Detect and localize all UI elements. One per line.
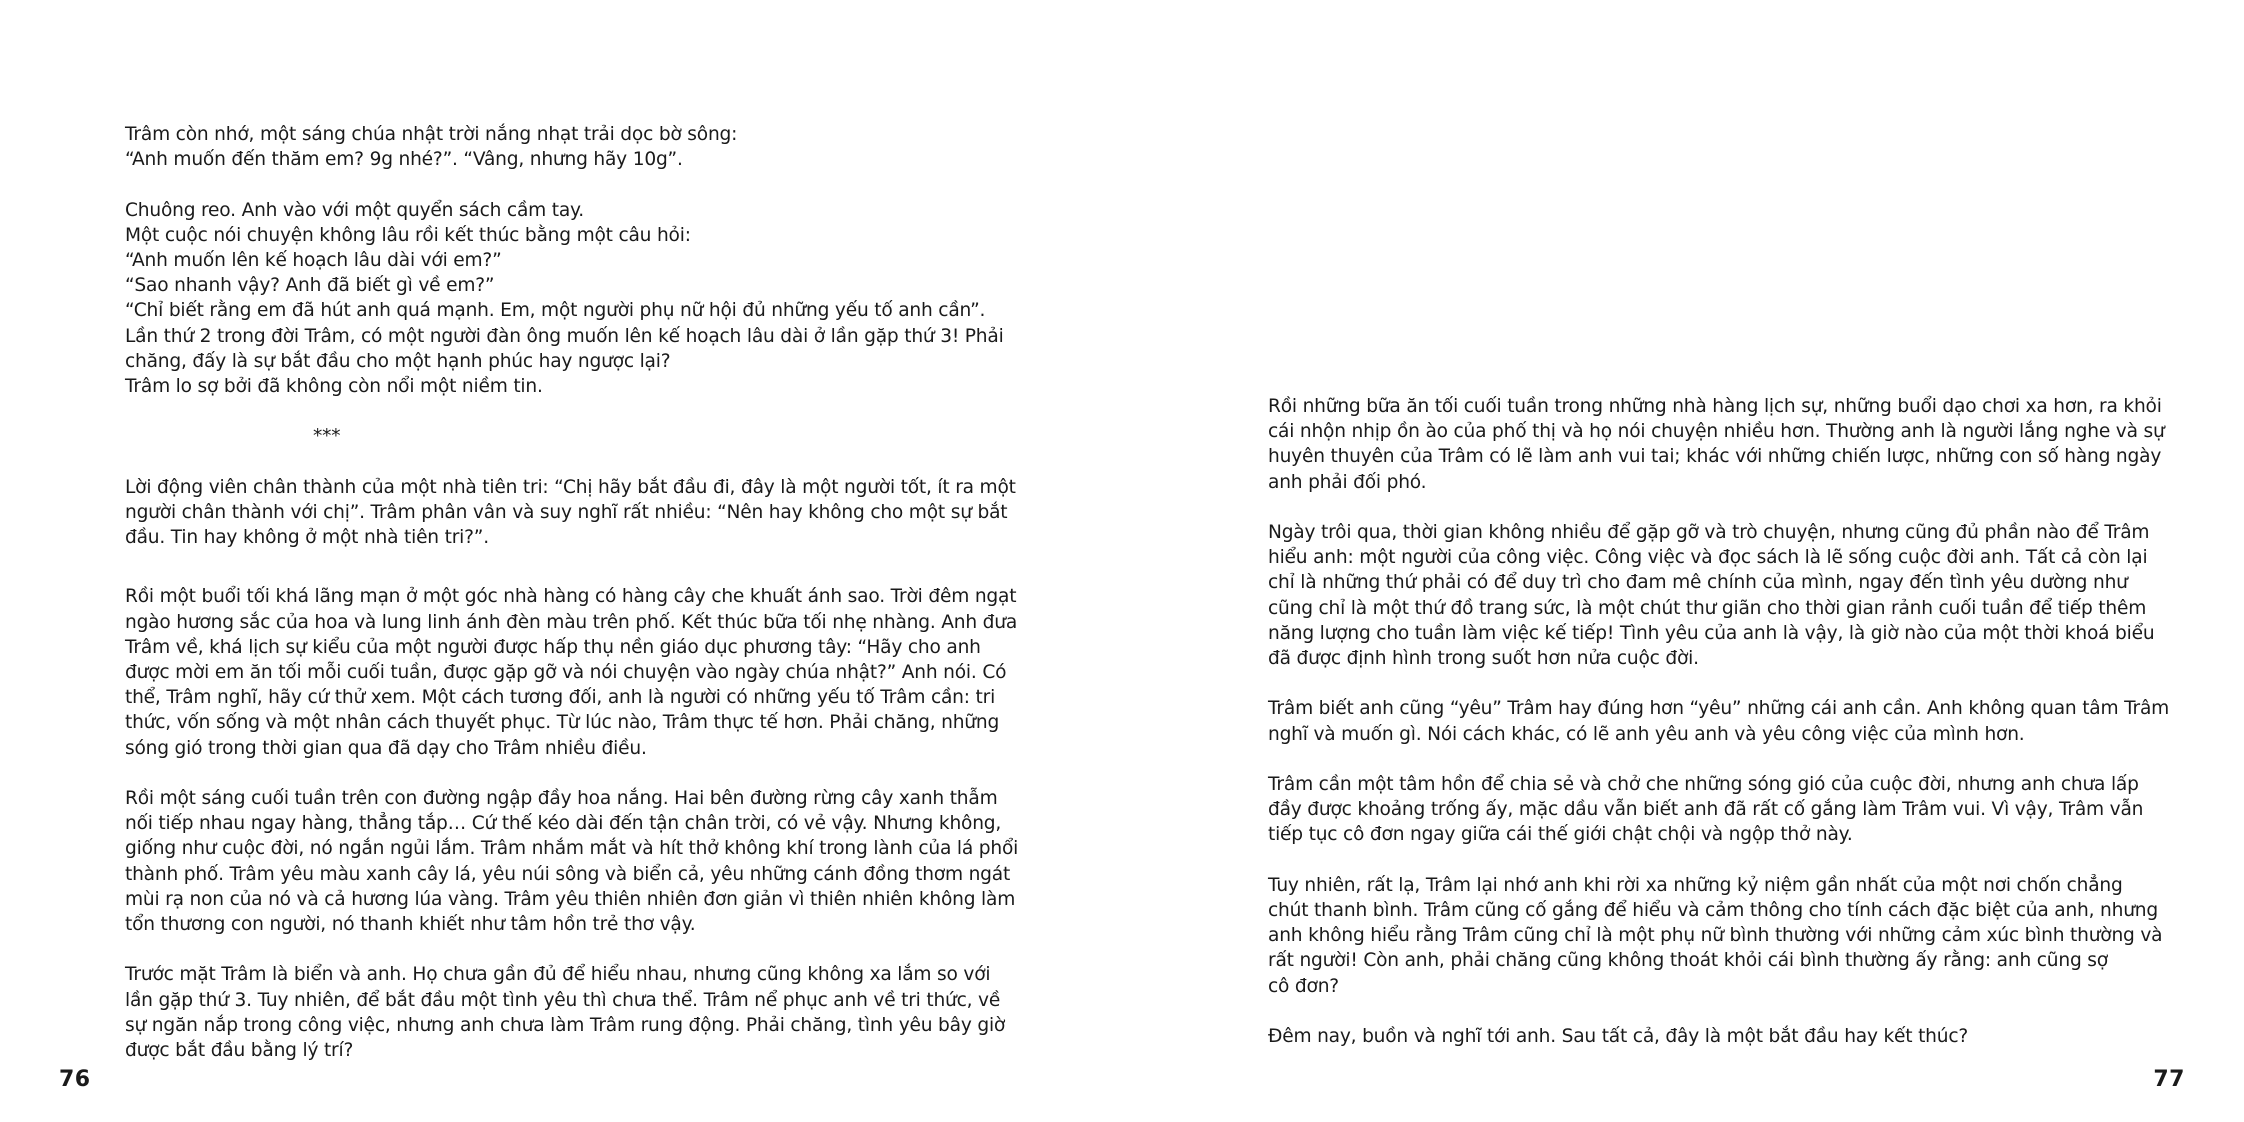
paragraph: [125, 584, 1018, 760]
paragraph: [1268, 1024, 2148, 1049]
text-line: sóng gió trong thời gian qua đã dạy cho Trâm nhiều điều.: [125, 737, 647, 759]
text-line: năng lượng cho tuần làm việc kế tiếp! Tình yêu của anh là vậy, là giờ nào của một thời khoá biểu: [1268, 622, 2155, 644]
text-line: Trâm về, khá lịch sự kiểu của một người được hấp thụ nền giáo dục phương tây: “Hãy cho anh: [125, 636, 981, 658]
text-line: chăng, đấy là sự bắt đầu cho một hạnh phúc hay ngược lại?: [125, 350, 671, 372]
text-line: sự ngăn nắp trong công việc, nhưng anh chưa làm Trâm rung động. Phải chăng, tình yêu bây giờ: [125, 1014, 1006, 1036]
text-line: Chuông reo. Anh vào với một quyển sách cầm tay.: [125, 199, 584, 221]
paragraph: [125, 122, 1005, 172]
text-line: Rồi một sáng cuối tuần trên con đường ngập đầy hoa nắng. Hai bên đường rừng cây xanh thẫm: [125, 788, 998, 810]
text-line: giống như cuộc đời, nó ngắn ngủi lắm. Trâm nhắm mắt và hít thở không khí trong lành của lá phổi: [125, 838, 1019, 860]
text-line: hiểu anh: một người của công việc. Công việc và đọc sách là lẽ sống cuộc đời anh. Tất cả còn lại: [1268, 547, 2148, 569]
text-line: thể, Trâm nghĩ, hãy cứ thử xem. Một cách tương đối, anh là người có những yếu tố Trâm cần: tri: [125, 687, 996, 709]
paragraph: [125, 475, 1016, 551]
paragraph: [1268, 394, 2165, 495]
text-line: nghĩ và muốn gì. Nói cách khác, có lẽ anh yêu anh và yêu công việc của mình hơn.: [1268, 723, 2025, 745]
text-line: Trâm lo sợ bởi đã không còn nổi một niềm tin.: [125, 376, 543, 398]
text-line: huyên thuyên của Trâm có lẽ làm anh vui tai; khác với những chiến lược, những con số hàng ngày: [1268, 446, 2162, 468]
text-line: Trâm cần một tâm hồn để chia sẻ và chở che những sóng gió của cuộc đời, nhưng anh chưa lấp: [1268, 774, 2139, 795]
text-line: nối tiếp nhau ngay hàng, thẳng tắp… Cứ thế kéo dài đến tận chân trời, có vẻ vậy. Nhưng không,: [125, 813, 1002, 835]
text-line: anh phải đối phó.: [1268, 471, 1427, 493]
text-line: được mời em ăn tối mỗi cuối tuần, được gặp gỡ và nói chuyện vào ngày chúa nhật?” Anh nói. Có: [125, 662, 1007, 684]
text-line: rất người! Còn anh, phải chăng cũng không thoát khỏi cái bình thường ấy rằng: anh cũng sợ: [1268, 950, 2108, 972]
text-line: đầu. Tin hay không ở một nhà tiên tri?”.: [125, 527, 489, 549]
text-line: người chân thành với chị”. Trâm phân vân và suy nghĩ rất nhiều: “Nên hay không cho một sự bắt: [125, 502, 1008, 523]
text-line: ngào hương sắc của hoa và lung linh ánh đèn màu trên phố. Kết thúc bữa tối nhẹ nhàng. Anh đưa: [125, 611, 1018, 633]
text-line: “Chỉ biết rằng em đã hút anh quá mạnh. Em, một người phụ nữ hội đủ những yếu tố anh cần”.: [125, 300, 986, 322]
text-line: Một cuộc nói chuyện không lâu rồi kết thúc bằng một câu hỏi:: [125, 224, 691, 246]
text-line: Lần thứ 2 trong đời Trâm, có một người đàn ông muốn lên kế hoạch lâu dài ở lần gặp thứ 3! Phải: [125, 325, 1004, 347]
paragraph: [125, 198, 1005, 400]
section-separator: ***: [313, 426, 341, 448]
text-line: cái nhộn nhịp ồn ào của phố thị và họ nói chuyện nhiều hơn. Thường anh là người lắng nghe và sự: [1268, 421, 2165, 443]
text-line: lần gặp thứ 3. Tuy nhiên, để bắt đầu một tình yêu thì chưa thể. Trâm nể phục anh về tri thức, về: [125, 989, 1001, 1011]
page-number-right: 77: [2153, 1067, 2185, 1092]
text-line: mùi rạ non của nó và cả hương lúa vàng. Trâm yêu thiên nhiên đơn giản vì thiên nhiên không làm: [125, 888, 1016, 910]
text-line: Đêm nay, buồn và nghĩ tới anh. Sau tất cả, đây là một bắt đầu hay kết thúc?: [1268, 1026, 1969, 1047]
text-line: Tuy nhiên, rất lạ, Trâm lại nhớ anh khi rời xa những kỷ niệm gần nhất của một nơi chốn chẳng: [1268, 874, 2123, 896]
text-line: anh không hiểu rằng Trâm cũng chỉ là một phụ nữ bình thường với những cảm xúc bình thường và: [1268, 925, 2163, 947]
paragraph: [125, 962, 1005, 1063]
text-line: thành phố. Trâm yêu màu xanh cây lá, yêu núi sông và biển cả, yêu những cánh đồng thơm ngát: [125, 863, 1011, 885]
paragraph: [1268, 873, 2163, 999]
text-line: Ngày trôi qua, thời gian không nhiều để gặp gỡ và trò chuyện, nhưng cũng đủ phần nào để Trâm: [1268, 522, 2150, 543]
text-line: tổn thương con người, nó thanh khiết như tâm hồn trẻ thơ vậy.: [125, 914, 696, 936]
text-line: “Anh muốn lên kế hoạch lâu dài với em?”: [125, 250, 502, 271]
right-page: [1122, 0, 2244, 1122]
text-line: Rồi một buổi tối khá lãng mạn ở một góc nhà hàng có hàng cây che khuất ánh sao. Trời đêm ngạt: [125, 586, 1017, 608]
text-line: Trâm còn nhớ, một sáng chúa nhật trời nắng nhạt trải dọc bờ sông:: [125, 124, 738, 145]
text-line: Rồi những bữa ăn tối cuối tuần trong những nhà hàng lịch sự, những buổi dạo chơi xa hơn, ra khỏi: [1268, 396, 2162, 417]
paragraph: [125, 786, 1019, 937]
text-line: đã được định hình trong suốt hơn nửa cuộc đời.: [1268, 648, 1699, 670]
text-line: chỉ là những thứ phải có để duy trì cho đam mê chính của mình, ngay đến tình yêu dường như: [1268, 572, 2128, 594]
right-page-text: [1268, 394, 2170, 1049]
text-line: cũng chỉ là một thứ đồ trang sức, là một chút thư giãn cho thời gian rảnh cuối tuần để tiếp thêm: [1268, 597, 2147, 619]
text-line: tiếp tục cô đơn ngay giữa cái thế giới chật chội và ngộp thở này.: [1268, 824, 1853, 846]
left-page-text: [125, 122, 1019, 1063]
text-line: Trâm biết anh cũng “yêu” Trâm hay đúng hơn “yêu” những cái anh cần. Anh không quan tâm Trâm: [1268, 698, 2170, 720]
text-line: chút thanh bình. Trâm cũng cố gắng để hiểu và cảm thông cho tính cách đặc biệt của anh, nhưng: [1268, 900, 2158, 921]
text-line: Trước mặt Trâm là biển và anh. Họ chưa gần đủ để hiểu nhau, nhưng cũng không xa lắm so với: [125, 964, 991, 986]
text-line: đầy được khoảng trống ấy, mặc dầu vẫn biết anh đã rất cố gắng làm Trâm vui. Vì vậy, Trâm vẫn: [1268, 799, 2144, 821]
text-line: thức, vốn sống và một nhân cách thuyết phục. Từ lúc nào, Trâm thực tế hơn. Phải chăng, những: [125, 712, 1000, 734]
text-line: được bắt đầu bằng lý trí?: [125, 1040, 354, 1062]
paragraph: [1268, 696, 2170, 746]
text-line: cô đơn?: [1268, 975, 1339, 997]
text-line: “Sao nhanh vậy? Anh đã biết gì về em?”: [125, 275, 495, 297]
paragraph: [1268, 772, 2148, 848]
paragraph: [1268, 520, 2155, 671]
page-number-left: 76: [59, 1067, 91, 1092]
text-line: “Anh muốn đến thăm em? 9g nhé?”. “Vâng, nhưng hãy 10g”.: [125, 149, 683, 171]
text-line: Lời động viên chân thành của một nhà tiên tri: “Chị hãy bắt đầu đi, đây là một người tốt, ít ra một: [125, 476, 1016, 498]
